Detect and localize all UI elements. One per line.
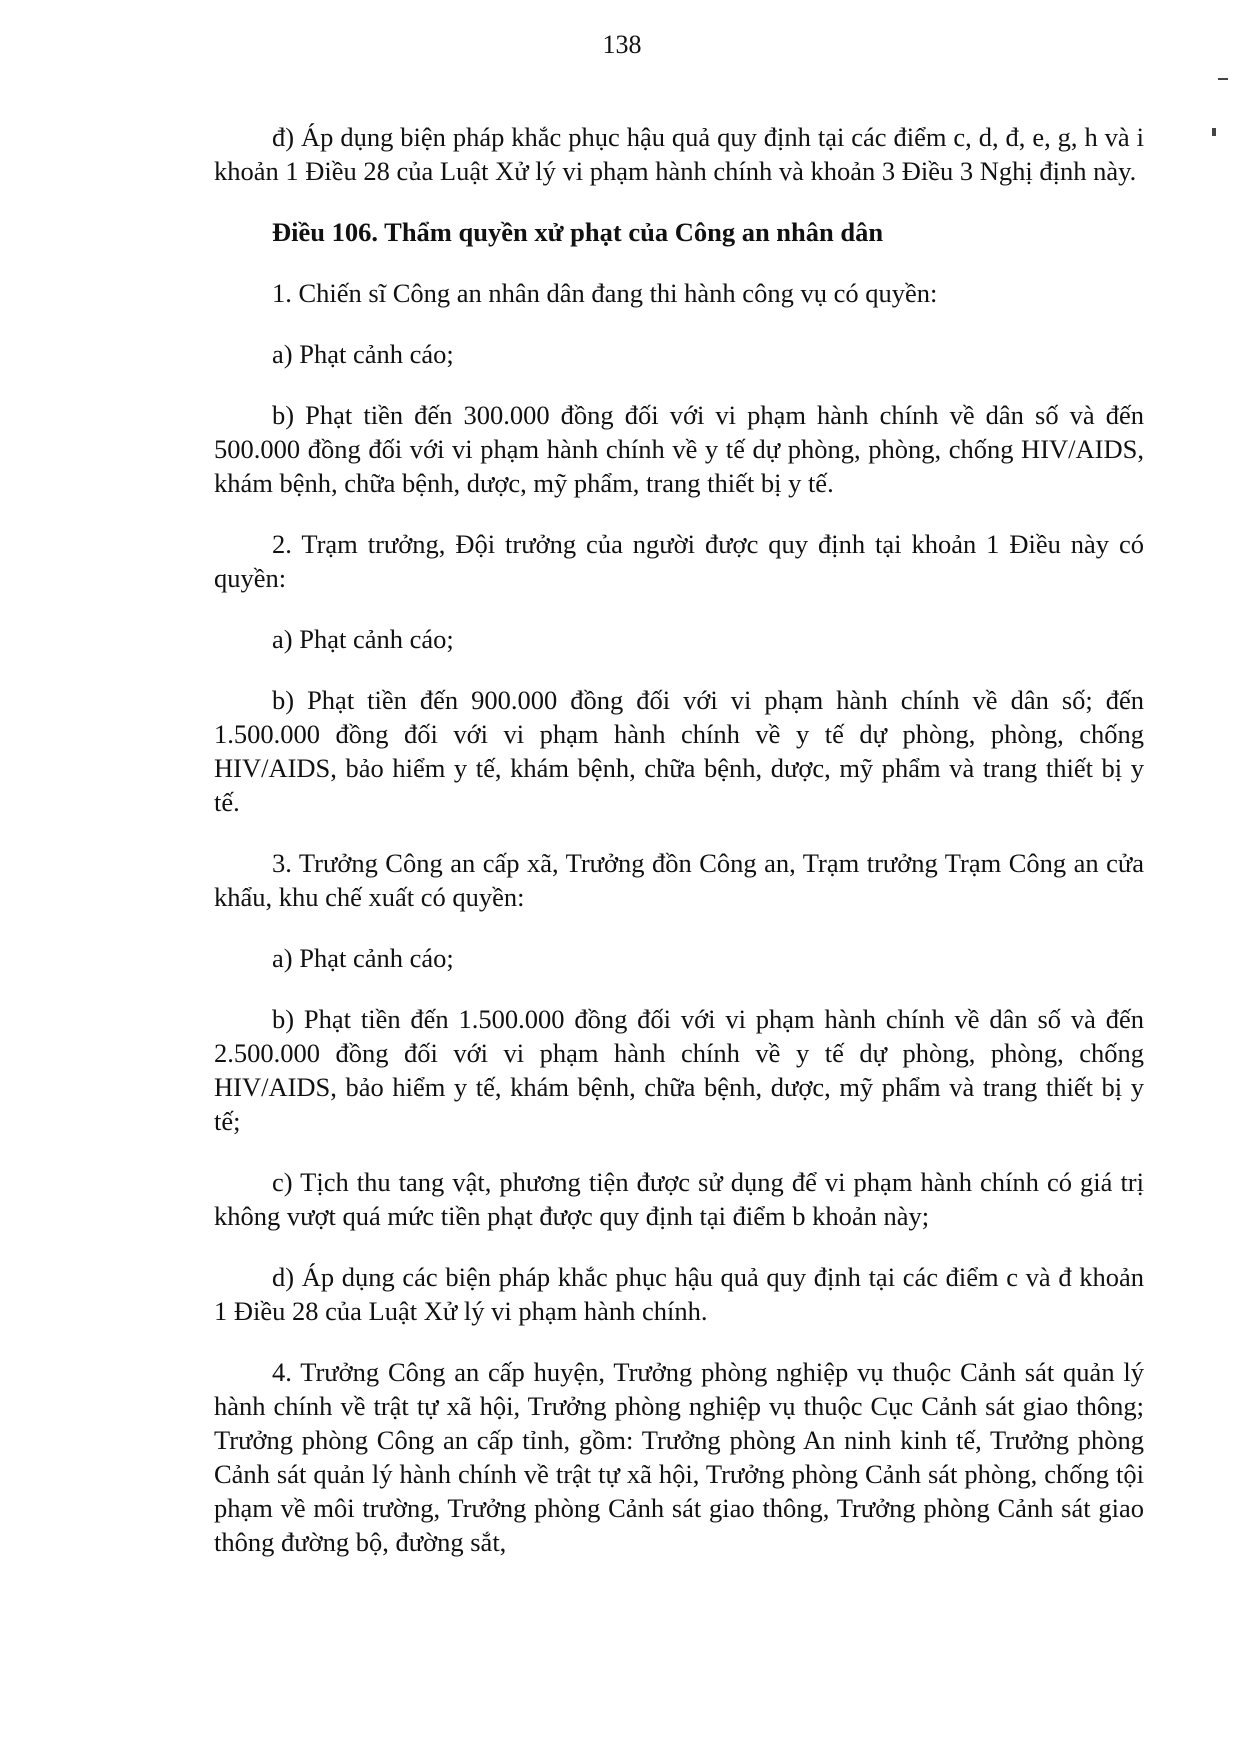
clause-2-point-a: a) Phạt cảnh cáo;: [272, 624, 454, 654]
article-heading: Điều 106. Thẩm quyền xử phạt của Công an nhân dân: [272, 217, 884, 247]
scan-speck: [1218, 78, 1228, 80]
clause-2: 2. Trạm trưởng, Đội trưởng của người được quy định tại khoản 1 Điều này có quyền:: [214, 529, 1144, 593]
clause-1: 1. Chiến sĩ Công an nhân dân đang thi hành công vụ có quyền:: [272, 278, 938, 308]
document-body: [214, 120, 1144, 1586]
scan-speck: [1212, 128, 1216, 136]
clause-3-point-c: c) Tịch thu tang vật, phương tiện được sử dụng để vi phạm hành chính có giá trị không vượt quá mức tiền phạt được quy định tại điểm b khoản này;: [214, 1167, 1144, 1231]
paragraph-remedial-measures: đ) Áp dụng biện pháp khắc phục hậu quả quy định tại các điểm c, d, đ, e, g, h và i khoản 1 Điều 28 của Luật Xử lý vi phạm hành chính và khoản 3 Điều 3 Nghị định này.: [214, 122, 1144, 186]
page-number: 138: [602, 30, 642, 59]
clause-1-point-b: b) Phạt tiền đến 300.000 đồng đối với vi phạm hành chính về dân số và đến 500.000 đồng đối với vi phạm hành chính về y tế dự phòng, phòng, chống HIV/AIDS, khám bệnh, chữa bệnh, dược, mỹ phẩm, trang thiết bị y tế.: [214, 400, 1144, 498]
clause-3-point-d: d) Áp dụng các biện pháp khắc phục hậu quả quy định tại các điểm c và đ khoản 1 Điều 28 của Luật Xử lý vi phạm hành chính.: [214, 1262, 1144, 1326]
clause-3-point-a: a) Phạt cảnh cáo;: [272, 943, 454, 973]
clause-1-point-a: a) Phạt cảnh cáo;: [272, 339, 454, 369]
clause-3: 3. Trưởng Công an cấp xã, Trưởng đồn Công an, Trạm trưởng Trạm Công an cửa khẩu, khu chế xuất có quyền:: [214, 848, 1144, 912]
clause-4: 4. Trưởng Công an cấp huyện, Trưởng phòng nghiệp vụ thuộc Cảnh sát quản lý hành chính về trật tự xã hội, Trưởng phòng nghiệp vụ thuộc Cục Cảnh sát giao thông; Trưởng phòng Công an cấp tỉnh, gồm: Trưởng phòng An ninh kinh tế, Trưởng phòng Cảnh sát quản lý hành chính về trật tự xã hội, Trưởng phòng Cảnh sát phòng, chống tội phạm về môi trường, Trưởng phòng Cảnh sát giao thông, Trưởng phòng Cảnh sát giao thông đường bộ, đường sắt,: [214, 1357, 1144, 1557]
clause-3-point-b: b) Phạt tiền đến 1.500.000 đồng đối với vi phạm hành chính về dân số và đến 2.500.000 đồng đối với vi phạm hành chính về y tế dự phòng, phòng, chống HIV/AIDS, bảo hiểm y tế, khám bệnh, chữa bệnh, dược, mỹ phẩm và trang thiết bị y tế;: [214, 1004, 1144, 1136]
clause-2-point-b: b) Phạt tiền đến 900.000 đồng đối với vi phạm hành chính về dân số; đến 1.500.000 đồng đối với vi phạm hành chính về y tế dự phòng, phòng, chống HIV/AIDS, bảo hiểm y tế, khám bệnh, chữa bệnh, dược, mỹ phẩm và trang thiết bị y tế.: [214, 685, 1144, 817]
